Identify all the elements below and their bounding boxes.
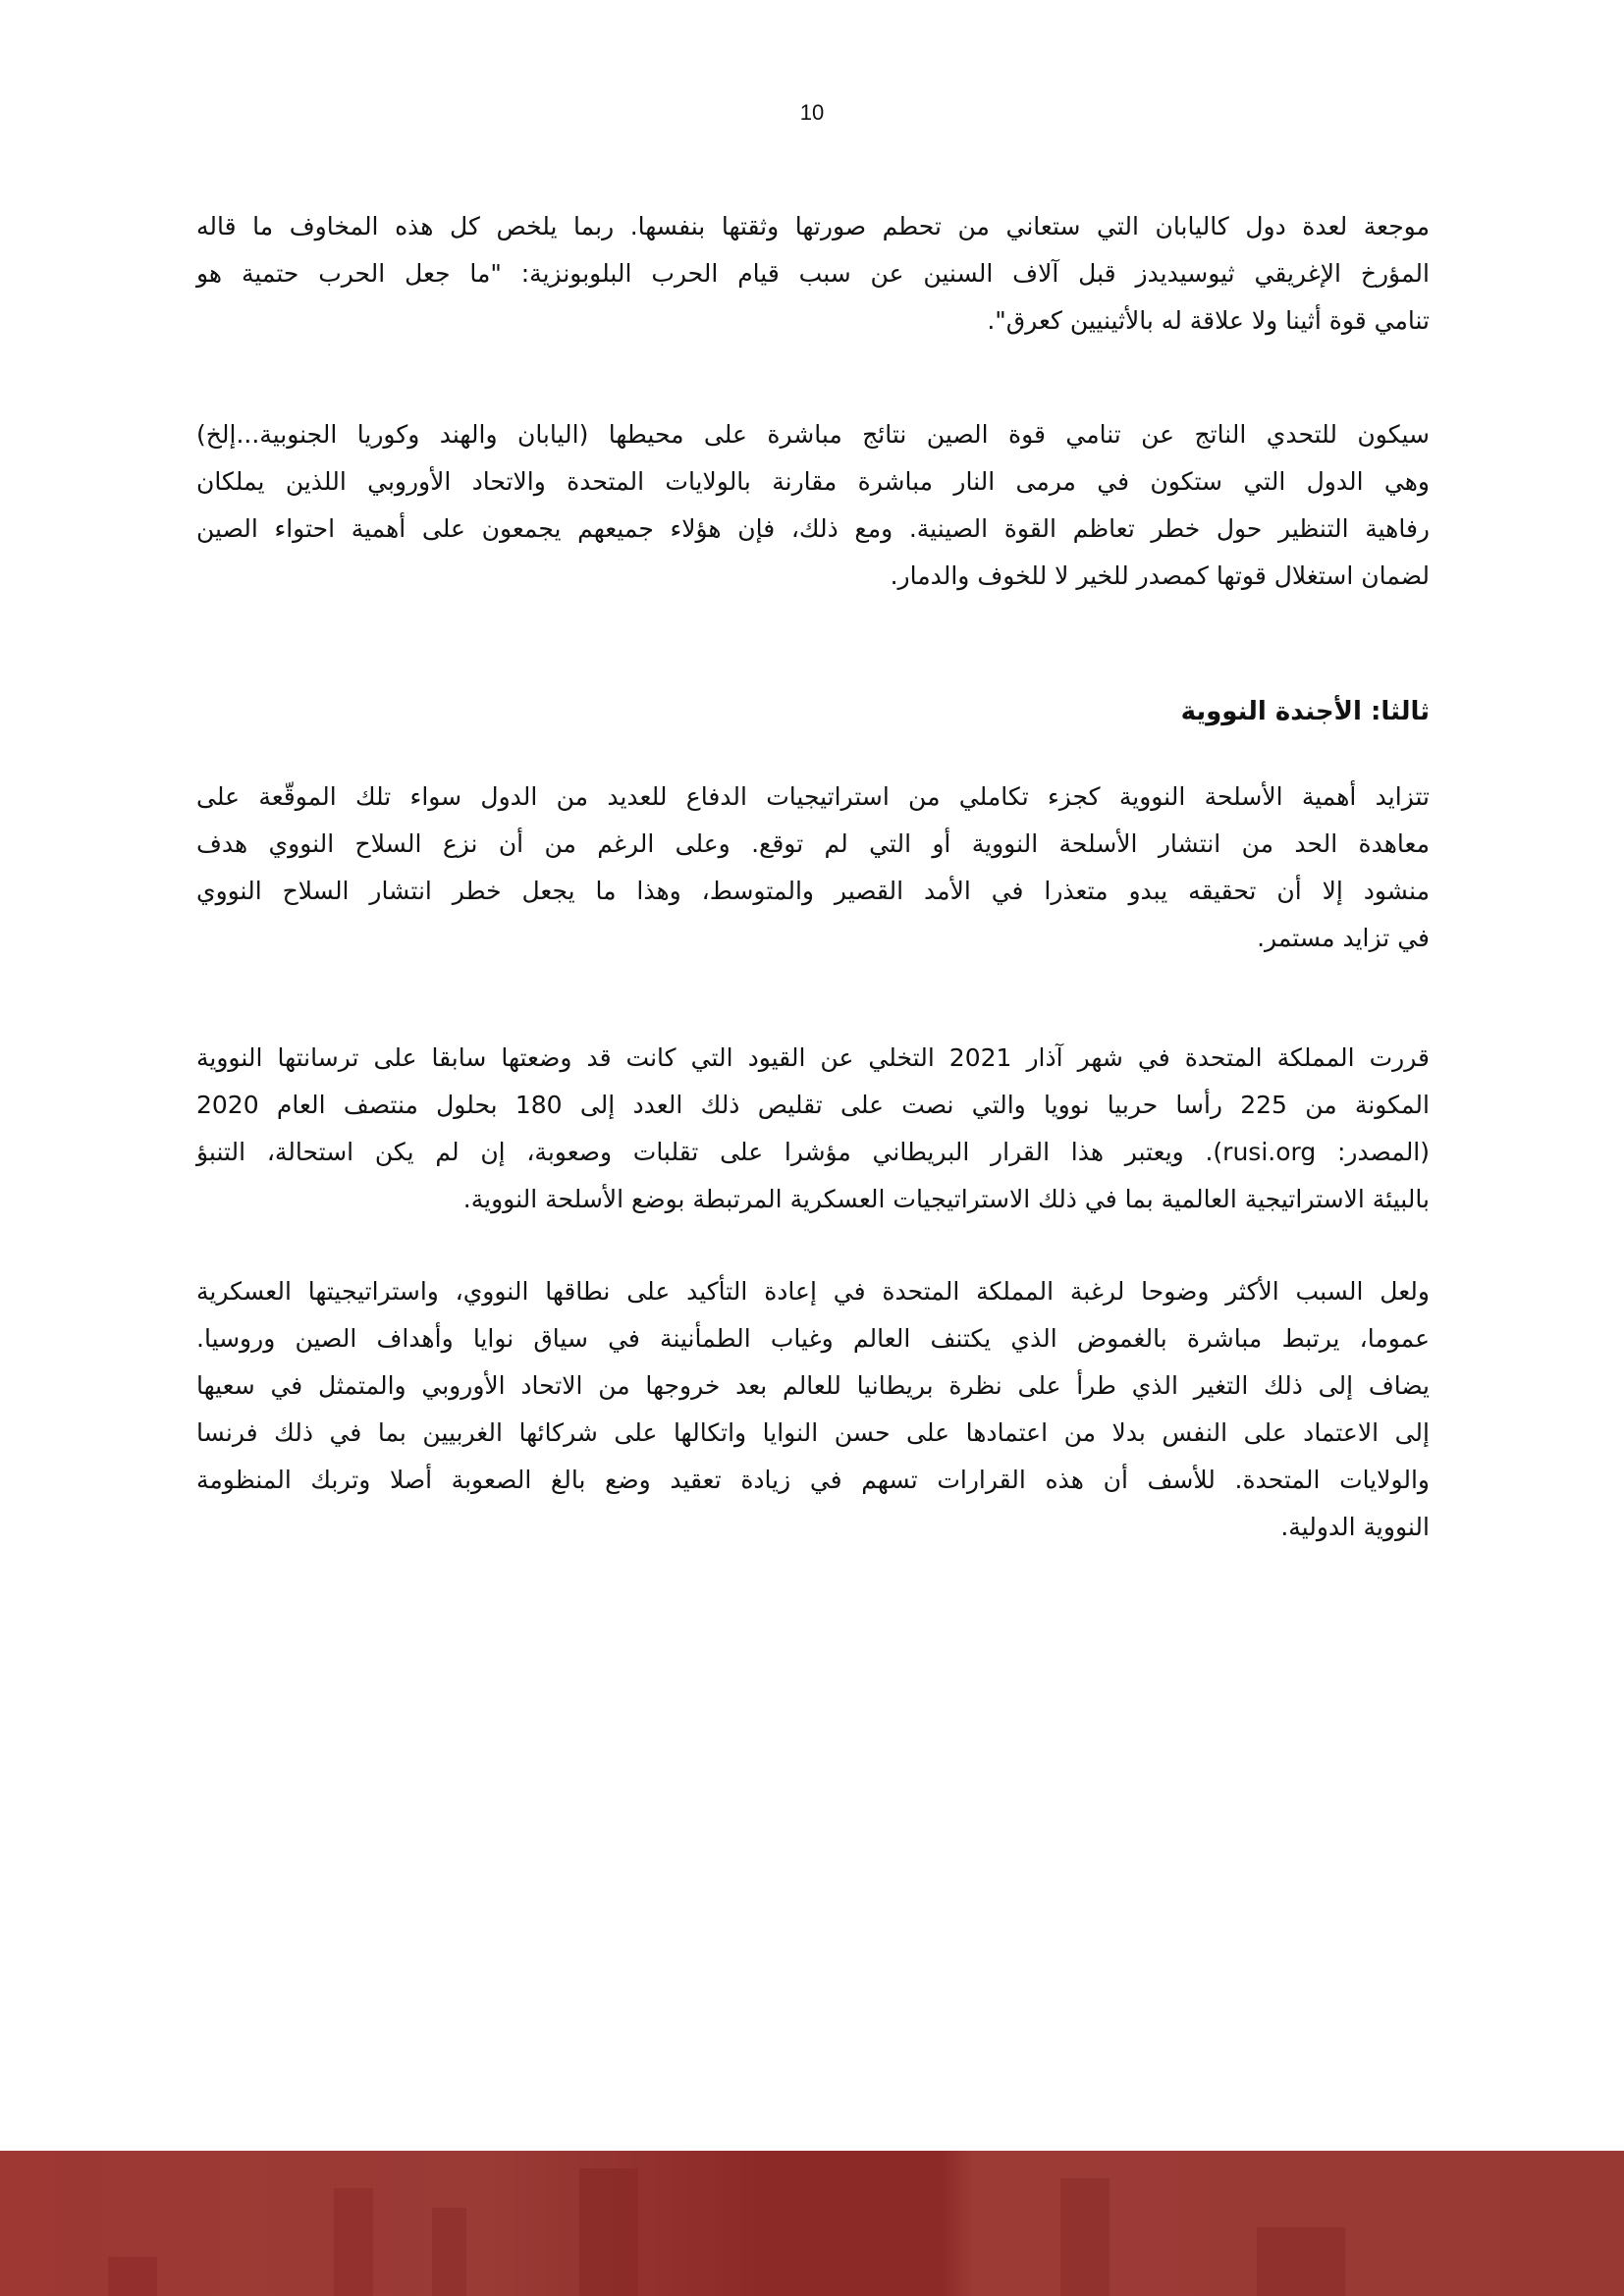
text-line: رفاهية التنظير حول خطر تعاظم القوة الصينية. ومع ذلك، فإن هؤلاء جميعهم يجمعون على أهمية احتواء الصين bbox=[196, 514, 1430, 543]
paragraph-5 bbox=[196, 1268, 1430, 1551]
text-line: عموما، يرتبط مباشرة بالغموض الذي يكتنف العالم وغياب الطمأنينة في سياق نوايا وأهداف الصين وروسيا. bbox=[196, 1324, 1430, 1353]
text-line: والولايات المتحدة. للأسف أن هذه القرارات تسهم في زيادة تعقيد وضع بالغ الصعوبة أصلا وتربك المنظومة bbox=[196, 1466, 1430, 1494]
paragraph-4 bbox=[196, 1035, 1430, 1223]
paragraph-2 bbox=[196, 411, 1430, 600]
text-line: تتزايد أهمية الأسلحة النووية كجزء تكاملي من استراتيجيات الدفاع للعديد من الدول سواء تلك الموقّعة على bbox=[196, 782, 1430, 811]
text-line: معاهدة الحد من انتشار الأسلحة النووية أو التي لم توقع. وعلى الرغم من أن نزع السلاح النووي هدف bbox=[196, 829, 1430, 858]
text-line: بالبيئة الاستراتيجية العالمية بما في ذلك الاستراتيجيات العسكرية المرتبطة بوضع الأسلحة النووية. bbox=[462, 1185, 1430, 1213]
text-line: سيكون للتحدي الناتج عن تنامي قوة الصين نتائج مباشرة على محيطها (اليابان والهند وكوريا الجنوبية...إلخ) bbox=[196, 420, 1430, 449]
page-number: 10 bbox=[799, 100, 825, 125]
text-line: المؤرخ الإغريقي ثيوسيديدز قبل آلاف السنين عن سبب قيام الحرب البلوبونزية: "ما جعل الحرب حتمية هو bbox=[196, 259, 1430, 288]
text-line: في تزايد مستمر. bbox=[1257, 924, 1430, 952]
section-heading: ثالثا: الأجندة النووية bbox=[1180, 697, 1430, 726]
text-line: (المصدر: rusi.org). ويعتبر هذا القرار البريطاني مؤشرا على تقلبات وصعوبة، إن لم يكن استحالة، التنبؤ bbox=[196, 1138, 1431, 1166]
text-line: قررت المملكة المتحدة في شهر آذار 2021 التخلي عن القيود التي كانت قد وضعتها سابقا على ترسانتها النووية bbox=[196, 1043, 1430, 1072]
text-line: ولعل السبب الأكثر وضوحا لرغبة المملكة المتحدة في إعادة التأكيد على نطاقها النووي، واستراتيجيتها العسكرية bbox=[196, 1277, 1430, 1306]
text-line: النووية الدولية. bbox=[1280, 1513, 1430, 1541]
text-line: تنامي قوة أثينا ولا علاقة له بالأثينيين كعرق". bbox=[987, 306, 1430, 335]
text-line: وهي الدول التي ستكون في مرمى النار مباشرة مقارنة بالولايات المتحدة والاتحاد الأوروبي اللذين يملكان bbox=[196, 467, 1430, 496]
text-line: إلى الاعتماد على النفس بدلا من اعتمادها على حسن النوايا واتكالها على شركائها الغربيين بما في ذلك فرنسا bbox=[196, 1418, 1430, 1447]
paragraph-3 bbox=[196, 774, 1430, 962]
text-line: لضمان استغلال قوتها كمصدر للخير لا للخوف والدمار. bbox=[890, 561, 1430, 590]
text-line: موجعة لعدة دول كاليابان التي ستعاني من تحطم صورتها وثقتها بنفسها. ربما يلخص كل هذه المخاوف ما قاله bbox=[196, 212, 1430, 240]
text-line: يضاف إلى ذلك التغير الذي طرأ على نظرة بريطانيا للعالم بعد خروجها من الاتحاد الأوروبي والمتمثل في سعيها bbox=[196, 1371, 1430, 1400]
text-line: المكونة من 225 رأسا حربيا نوويا والتي نصت على تقليص ذلك العدد إلى 180 بحلول منتصف العام 2020 bbox=[196, 1091, 1430, 1119]
paragraph-1 bbox=[196, 203, 1430, 345]
text-line: منشود إلا أن تحقيقه يبدو متعذرا في الأمد القصير والمتوسط، وهذا ما يجعل خطر انتشار السلاح النووي bbox=[196, 877, 1430, 905]
footer-skyline-band bbox=[0, 2151, 1624, 2296]
